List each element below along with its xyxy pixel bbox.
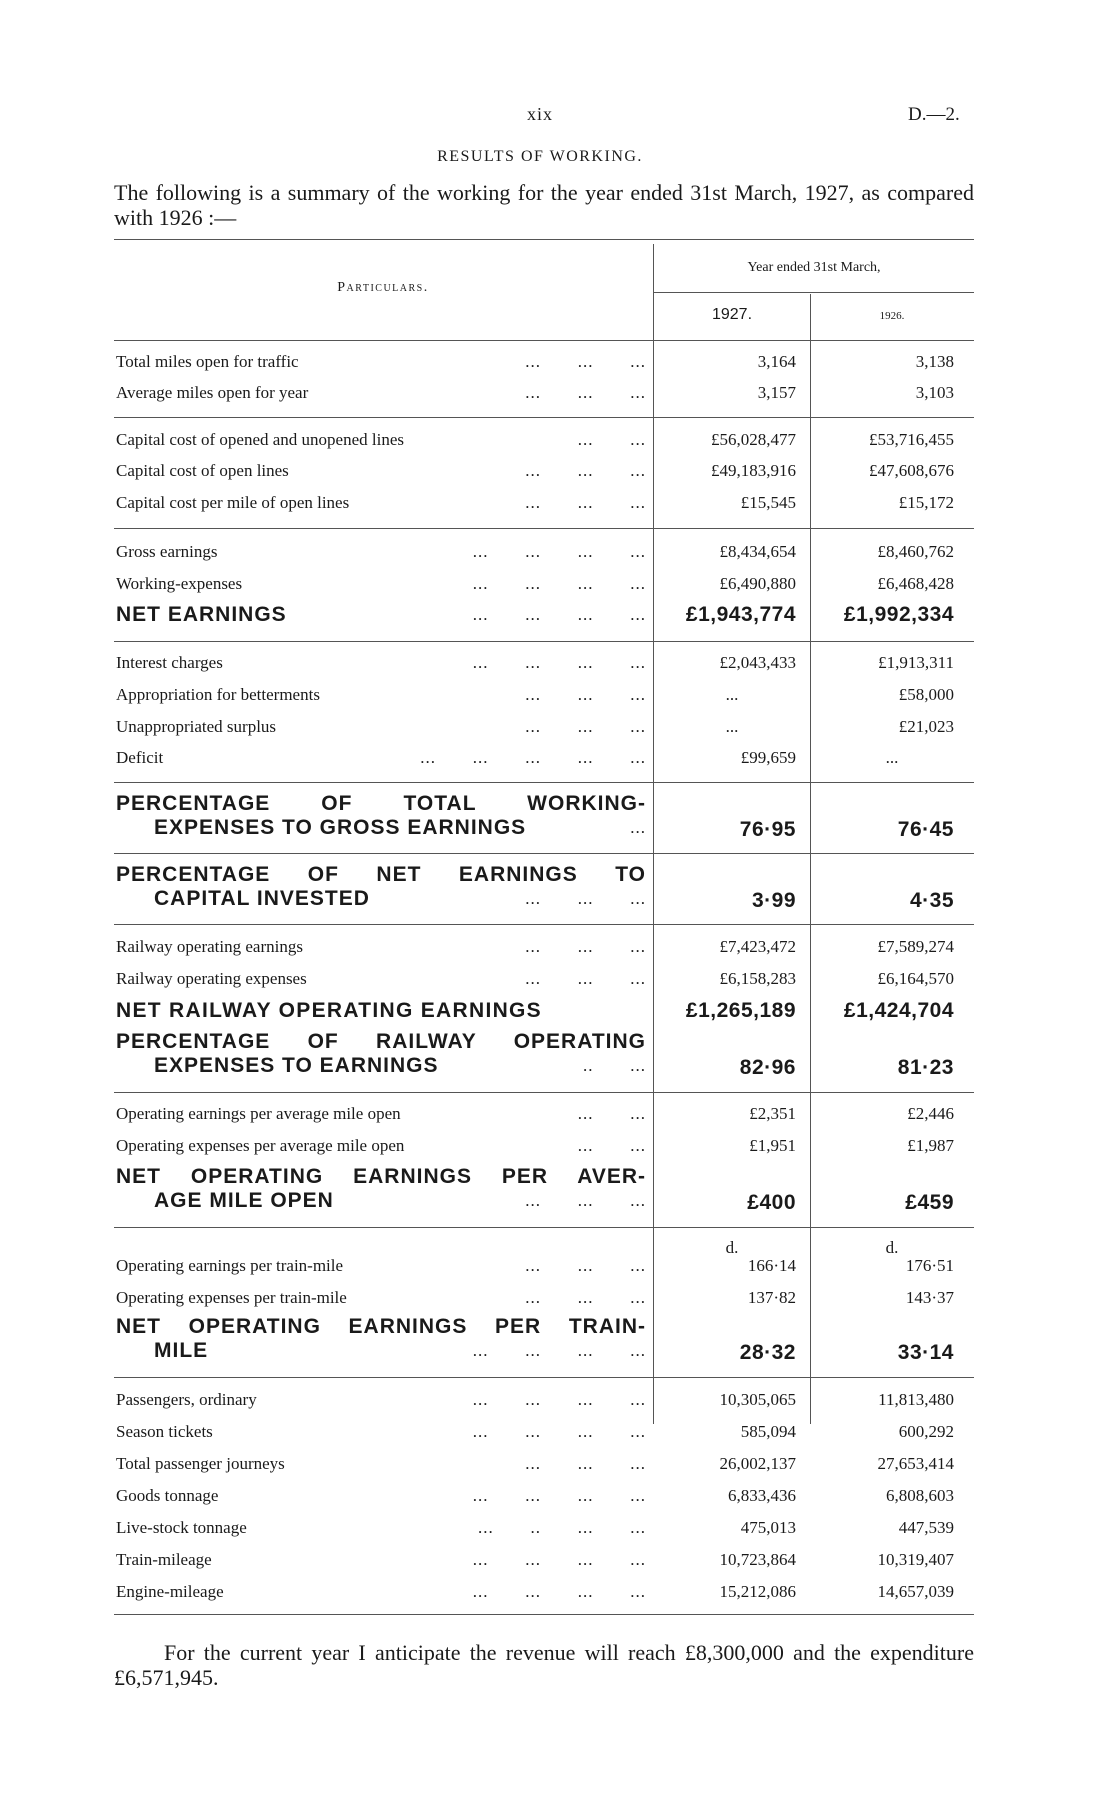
year-group-rule xyxy=(654,292,974,293)
document-page: xix D.—2. RESULTS OF WORKING. The following is a summary of the working for the year ended 31st March, 1927, as compared with 1926 :— Particulars. Year ended 31st March, 1927. 1926. Total miles open for traffic ... ... ... 3,164 3,138 Average miles open for year ... ... ... 3,157 3,103 Capital cost of opened and unopened lines ... ... £56,028,477 £53,716,455 Capital cost of open lines ... ... ... £49,183,916 £47,608,676 Capital cost per mile of open lines ... ... ... £15,545 £15,172 Gross earnings ... ... ... ... £8,434,654 £8,460,762 Working-expenses ... ... ... ... £6,490,880 £6,468,428 NET EARNINGS ... ... ... ... £1,943,774 £1,992,334 Interest charges ... ... ... ... £2,043,433 £1,913,311 Appropriation for betterments ... ... ... ... £58,000 Unappropriated surplus ... ... ... ... £21,023 Deficit ... ... ... ... ... £99,659 ... PERCENTAGE OF TOTAL WORKING- EXPENSES TO GROSS EARNINGS ... 76·95 76·45 PERCENTAGE OF NET EARNINGS TO CAPITAL INVESTED ... ... ... 3·99 4·35 Railway operating earnings ... ... ... £7,423,472 £7,589,274 Railway operating expenses ... ... ... £6,158,283 £6,164,570 NET RAILWAY OPERATING EARNINGS £1,265,189 £1,424,704 PERCENTAGE OF RAILWAY OPERATING EXPENSES TO EARNINGS .. ... 82·96 81·23 Operating earnings per average mile open ... ... £2,351 £2,446 Operating expenses per average mile open ... ... £1,951 £1,987 NET OPERATING EARNINGS PER AVER- AGE MILE OPEN ... ... ... £400 £459 d. d. Operating earnings per train-mile ... ... ... 166·14 176·51 Operating expenses per train-mile ... ... ... 137·82 143·37 NET OPERATING EARNINGS PER TRAIN- MILE ... ... ... ... 28·32 33·14 Passengers, ordinary ... ... ... ... 10,305,065 11,813,480 Season tickets ... ... ... ... 585,094 600,292 Total passenger journeys ... ... ... 26,002,137 27,653,414 Goods tonnage ... ... ... ... 6,833,436 6,808,603 Live-stock tonnage ... .. ... ... 475,013 447,539 Train-mileage ... ... ... ... 10,723,864 10,319,407 Engine-mileage ... ... ... ... 15,212,086 14,657,039 For the current year I anticipate the revenue will reach £8,300,000 and the expenditure £6,571,945. xyxy=(0,0,1114,1804)
header-bottom-rule xyxy=(114,340,974,341)
table-bottom-rule xyxy=(114,1614,974,1615)
particulars-header: Particulars. xyxy=(337,280,429,295)
year-1927-header: 1927. xyxy=(711,306,753,323)
closing-paragraph: For the current year I anticipate the revenue will reach £8,300,000 and the expenditure £6,571,945. xyxy=(114,1640,974,1690)
table-top-rule xyxy=(114,239,974,240)
year-1926-header: 1926. xyxy=(879,310,905,322)
page-number: xix xyxy=(526,104,553,124)
intro-paragraph: The following is a summary of the working for the year ended 31st March, 1927, as compared with 1926 :— xyxy=(114,180,974,230)
year-group-header: Year ended 31st March, xyxy=(747,260,881,275)
document-reference: D.—2. xyxy=(908,104,960,125)
page-title: RESULTS OF WORKING. xyxy=(437,148,643,165)
